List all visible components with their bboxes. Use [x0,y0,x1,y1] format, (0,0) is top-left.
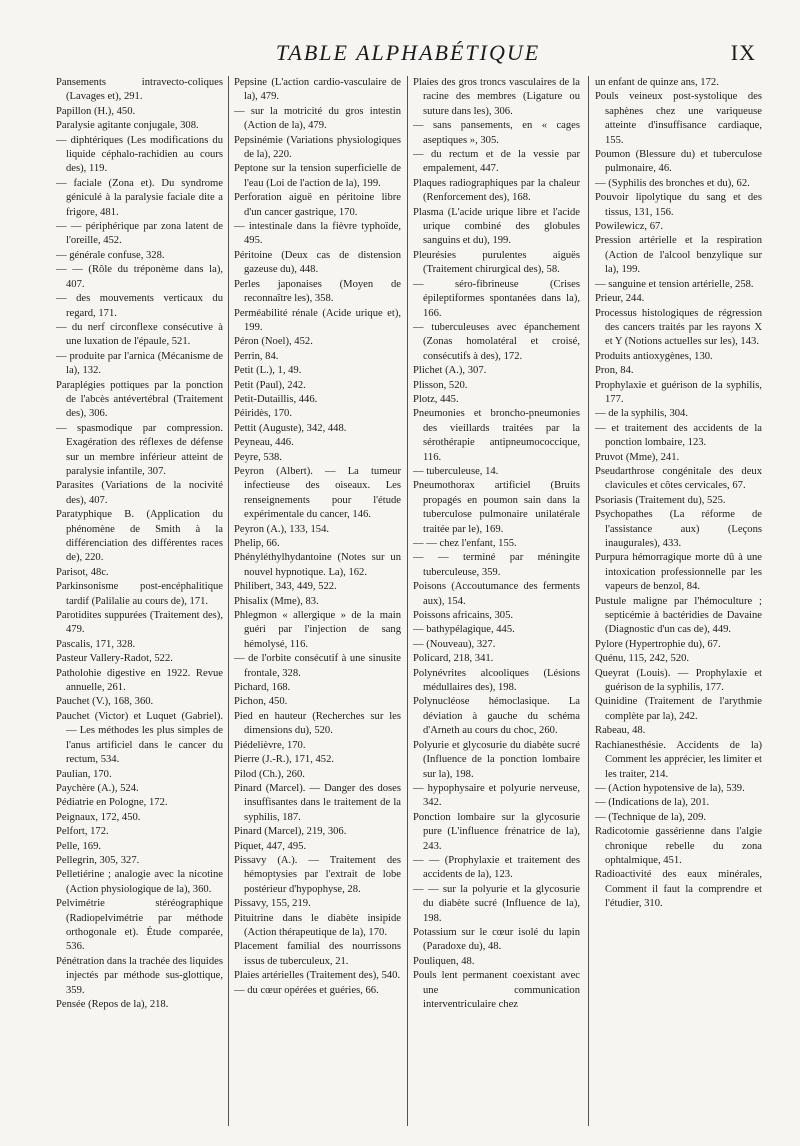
index-body [56,76,762,1136]
index-entry: Powilewicz, 67. [595,221,663,233]
index-entry: — spasmodique par compression. Exagération des réflexes de défense sur un membre inférieur atteint de paralysie infantile, 307. [56,422,223,477]
index-entry: Paratyphique B. (Application du phénomène de Smith à la différenciation des différentes races de), 220. [56,509,223,564]
index-entry: — — périphérique par zona latent de l'oreille, 452. [56,221,223,247]
index-entry: Plaques radiographiques par la chaleur (Renforcement des), 168. [413,177,580,204]
index-entry: Paralysie agitante conjugale, 308. [56,120,199,132]
index-entry: Peyron (A.), 133, 154. [234,523,330,535]
index-entry: Piédelièvre, 170. [234,739,306,751]
index-entry: Polynucléose hémoclasique. La déviation à gauche du schéma d'Arneth au cours du choc, 260. [413,696,580,737]
index-entry: — de la syphilis, 304. [595,408,688,420]
index-entry: Pelletiérine ; analogie avec la nicotine (Action physiologique de la), 360. [56,869,223,895]
index-entry: Pruvot (Mme), 241. [595,451,680,463]
index-entry: Placement familial des nourrissons issus de tuberculeux, 21. [234,941,401,967]
index-entry: Pouls veineux post-systolique des saphènes chez une variqueuse atteinte d'insuffisance cardiaque, 155. [595,91,762,146]
index-entry: Pseudarthrose congénitale des deux clavicules et côtes cervicales, 67. [595,465,762,492]
index-entry: Pellegrin, 305, 327. [56,854,140,866]
index-entry: Plichet (A.), 307. [413,365,487,377]
index-entry: — faciale (Zona et). Du syndrome géniculé à la paralysie faciale dite a frigore, 481. [56,177,223,218]
index-entry: Pouls lent permanent coexistant avec une communication interventriculaire chez [413,970,580,1010]
index-entry: Pleurésies purulentes aiguës (Traitement chirurgical des), 58. [413,249,580,276]
index-entry: Perméabilité rénale (Acide urique et), 199. [234,307,401,333]
index-entry: Phényléthylhydantoine (Notes sur un nouvel hypnotique. La), 162. [234,552,401,578]
index-entry: — et traitement des accidents de la ponction lombaire, 123. [595,422,762,449]
index-entry: Potassium sur le cœur isolé du lapin (Paradoxe du), 48. [413,926,580,953]
index-entry: Peignaux, 172, 450. [56,811,141,823]
index-entry: — de l'orbite consécutif à une sinusite frontale, 328. [234,653,401,679]
index-entry: Paraplégies pottiques par la ponction de l'abcès antévertébral (Traitement des), 306. [56,379,223,420]
index-entry: Prophylaxie et guérison de la syphilis, 177. [595,379,762,405]
index-entry: Pelvimétrie stéréographique (Radiopelvimétrie par méthode orthogonale et). Étude comparée, 536. [56,898,223,953]
index-entry: Papillon (H.), 450. [56,105,136,117]
page-number: IX [730,40,756,65]
index-entry: Pression artérielle et la respiration (Action de l'alcool benzylique sur la), 199. [595,235,762,276]
index-entry: — intestinale dans la fièvre typhoïde, 495. [234,221,401,247]
index-entry: Pissavy, 155, 219. [234,898,311,910]
index-entry: — — terminé par méningite tuberculeuse, 359. [413,552,580,578]
column-divider [588,76,589,1126]
index-entry: Plasma (L'acide urique libre et l'acide urique combiné des globules sanguins et du), 199. [413,206,580,247]
index-entry: Petit (L.), 1, 49. [234,365,302,377]
index-entry: Pneumonies et broncho-pneumonies des vieillards traitées par la sérothérapie antipneumococcique, 116. [413,408,580,463]
index-column-3 [413,76,580,1136]
index-entry: Radicotomie gassérienne dans l'algie chronique rebelle du zona ophtalmique, 451. [595,826,762,866]
index-entry: Pauchet (Victor) et Luquet (Gabriel). — Les méthodes les plus simples de l'anus artificiel dans le cancer du rectum, 534. [56,710,223,766]
index-entry: Piquet, 447, 495. [234,840,307,852]
index-entry: Peptone sur la tension superficielle de l'eau (Loi de l'action de la), 199. [234,163,401,189]
index-entry: Plaies artérielles (Traitement des), 540. [234,970,401,982]
index-entry: Pichard, 168. [234,682,291,694]
index-entry: Pissavy (A.). — Traitement des hémoptysies par l'extrait de lobe postérieur d'hypophyse, 28. [234,854,401,895]
index-entry: Petit-Dutaillis, 446. [234,393,318,405]
index-entry: — générale confuse, 328. [56,249,165,261]
index-column-4 [595,76,762,1136]
index-entry: un enfant de quinze ans, 172. [595,77,719,88]
index-entry: Poisons (Accoutumance des ferments aux), 154. [413,581,580,607]
index-entry: — tuberculeuses avec épanchement (Zonas homolatéral et croisé, consécutifs à des), 172. [413,321,580,362]
page-title: TABLE ALPHABÉTIQUE [275,40,541,65]
index-entry: Psoriasis (Traitement du), 525. [595,494,726,506]
index-entry: — — (Prophylaxie et traitement des accidents de la), 123. [413,854,580,881]
index-entry: — du rectum et de la vessie par empalement, 447. [413,149,580,175]
index-entry: Péron (Noel), 452. [234,336,313,348]
index-entry: Plotz, 445. [413,393,459,405]
index-entry: — (Technique de la), 209. [595,811,707,823]
index-entry: Pepsine (L'action cardio-vasculaire de la), 479. [234,77,401,103]
index-entry: Phlegmon « allergique » de la main guéri par l'injection de sang hémolysé, 116. [234,610,401,650]
index-entry: — (Syphilis des bronches et du), 62. [595,177,750,189]
index-entry: Pierre (J.-R.), 171, 452. [234,754,335,766]
index-column-1 [56,76,223,1136]
index-entry: Paulian, 170. [56,768,112,780]
index-entry: Pansements intravecto-coliques (Lavages et), 291. [56,77,223,103]
column-divider [228,76,229,1126]
index-entry: Quénu, 115, 242, 520. [595,653,690,665]
index-entry: Psychopathes (La réforme de l'assistance aux) (Leçons inaugurales), 433. [595,509,762,549]
index-entry: — — (Rôle du tréponème dans la), 407. [56,264,223,290]
index-entry: Paychère (A.), 524. [56,782,139,794]
index-entry: Pettit (Auguste), 342, 448. [234,422,347,434]
index-entry: Pensée (Repos de la), 218. [56,999,169,1010]
index-entry: Peyron (Albert). — La tumeur infectieuse des oiseaux. Les renseignements pour l'étude expérimentale du cancer, 146. [234,465,401,521]
index-entry: Pascalis, 171, 328. [56,638,136,650]
index-entry: — des mouvements verticaux du regard, 171. [56,293,223,319]
index-entry: Parisot, 48c. [56,566,109,578]
index-entry: Parkinsonisme post-encéphalitique tardif (Palilalie au cours de), 171. [56,581,223,607]
index-entry: Pédiatrie en Pologne, 172. [56,797,168,809]
index-entry: Phisalix (Mme), 83. [234,595,319,607]
index-entry: Poissons africains, 305. [413,610,514,622]
index-entry: — sans pansements, en « cages aseptiques », 305. [413,120,580,146]
index-entry: Poumon (Blessure du) et tuberculose pulmonaire, 46. [595,149,762,175]
index-entry: Policard, 218, 341. [413,653,494,665]
index-entry: — bathypélagique, 445. [413,624,515,636]
index-entry: Peyneau, 446. [234,437,294,449]
index-entry: Radioactivité des eaux minérales, Comment il faut la comprendre et l'étudier, 310. [595,869,762,910]
index-entry: Pelle, 169. [56,840,102,852]
index-entry: Pelfort, 172. [56,826,109,838]
index-entry: Philibert, 343, 449, 522. [234,581,337,593]
index-entry: — sur la motricité du gros intestin (Action de la), 479. [234,105,401,132]
index-entry: — tuberculeuse, 14. [413,465,499,477]
index-entry: Peyre, 538. [234,451,282,463]
index-entry: Pauchet (V.), 168, 360. [56,696,154,708]
index-entry: — séro-fibrineuse (Crises épileptiformes spontanées dans la), 166. [413,278,580,319]
index-entry: Plisson, 520. [413,379,468,391]
index-entry: — (Indications de la), 201. [595,797,710,809]
index-entry: Quinidine (Traitement de l'arythmie complète par la), 242. [595,696,762,722]
index-entry: Petit (Paul), 242. [234,379,306,391]
index-entry: Pepsinémie (Variations physiologiques de la), 220. [234,134,401,161]
index-entry: Patholohie digestive en 1922. Revue annuelle, 261. [56,667,223,694]
index-entry: — — chez l'enfant, 155. [413,538,517,549]
index-column-2 [234,76,401,1136]
index-entry: Pilod (Ch.), 260. [234,768,305,780]
index-entry: Parasites (Variations de la nocivité des), 407. [56,480,223,506]
index-entry: — du cœur opérées et guéries, 66. [234,984,379,996]
running-header [60,40,756,70]
index-entry: Purpura hémorragique morte dû à une intoxication professionnelle par les vapeurs de benzol, 84. [595,552,762,593]
index-entry: Rachianesthésie. Accidents de la) Comment les apprécier, les limiter et les traiter, 214. [595,739,762,780]
index-entry: Polynévrites alcooliques (Lésions médullaires des), 198. [413,667,580,694]
index-entry: Pichon, 450. [234,696,288,708]
index-entry: Péiridès, 170. [234,408,292,420]
index-entry: Pylore (Hypertrophie du), 67. [595,638,721,650]
index-entry: Prieur, 244. [595,293,645,305]
index-entry: — sanguine et tension artérielle, 258. [595,278,754,290]
index-entry: Pituitrine dans le diabète insipide (Action thérapeutique de la), 170. [234,912,401,938]
index-entry: Perles japonaises (Moyen de reconnaître les), 358. [234,278,401,305]
index-entry: Polyurie et glycosurie du diabète sucré (Influence de la ponction lombaire sur la), 198. [413,739,580,780]
index-entry: — (Action hypotensive de la), 539. [595,782,745,794]
index-entry: — — sur la polyurie et la glycosurie du diabète sucré (Influence de la), 198. [413,883,580,924]
index-entry: Péritoine (Deux cas de distension gazeuse du), 448. [234,249,401,276]
index-entry: Pénétration dans la trachée des liquides injectés par méthode sus-glottique, 359. [56,955,223,996]
index-entry: Pneumothorax artificiel (Bruits propagés en poumon sain dans la tuberculose pulmonaire unilatérale traitée par le), 169. [413,480,580,535]
index-entry: Pouvoir lipolytique du sang et des tissus, 131, 156. [595,192,762,218]
index-entry: Produits antioxygènes, 130. [595,350,713,362]
index-entry: Perrin, 84. [234,350,279,362]
index-entry: Pustule maligne par l'hémoculture ; septicémie à bactéridies de Davaine (Diagnostic d'un cas de), 449. [595,595,762,636]
index-entry: Pouliquen, 48. [413,955,475,967]
index-entry: Queyrat (Louis). — Prophylaxie et guérison de la syphilis, 177. [595,667,762,694]
index-entry: Pron, 84. [595,365,634,377]
index-entry: — produite par l'arnica (Mécanisme de la), 132. [56,350,223,377]
index-entry: Processus histologiques de régression des cancers traités par les rayons X et Y (Notions actuelles sur les), 143. [595,307,762,348]
index-entry: Pinard (Marcel). — Danger des doses insuffisantes dans le traitement de la syphilis, 187. [234,782,401,823]
index-entry: Pinard (Marcel), 219, 306. [234,826,347,838]
index-entry: Perforation aiguë en péritoine libre d'un cancer gastrique, 170. [234,192,401,218]
index-entry: Phelip, 66. [234,538,280,549]
index-entry: Rabeau, 48. [595,725,646,737]
index-entry: Pied en hauteur (Recherches sur les dimensions du), 520. [234,710,401,737]
index-entry: — diphtériques (Les modifications du liquide céphalo-rachidien au cours des), 119. [56,134,223,175]
column-divider [407,76,408,1126]
index-entry: Ponction lombaire sur la glycosurie pure (L'influence frénatrice de la), 243. [413,811,580,852]
index-entry: — hypophysaire et polyurie nerveuse, 342. [413,782,580,809]
index-entry: Parotidites suppurées (Traitement des), 479. [56,610,223,636]
index-entry: — (Nouveau), 327. [413,638,496,650]
index-entry: Pasteur Vallery-Radot, 522. [56,653,173,665]
index-entry: Plaies des gros troncs vasculaires de la racine des membres (Ligature ou suture dans les), 306. [413,77,580,117]
index-entry: — du nerf circonflexe consécutive à une luxation de l'épaule, 521. [56,321,223,348]
